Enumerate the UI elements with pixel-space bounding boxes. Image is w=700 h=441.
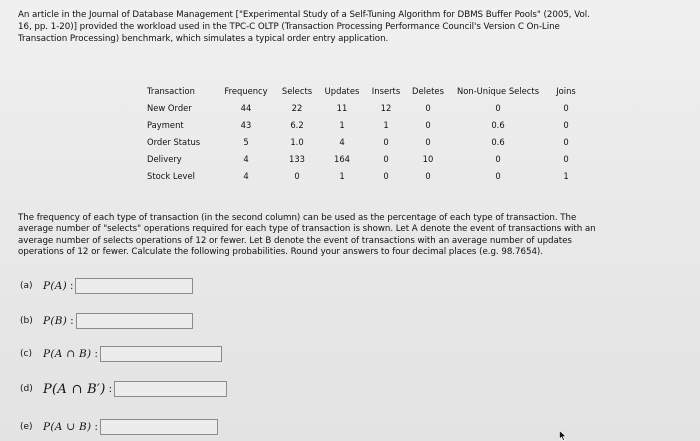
intro-paragraph	[18, 9, 688, 46]
table-cell: 0	[294, 170, 300, 181]
table-cell: 1	[339, 119, 345, 130]
table-cell: 6.2	[290, 119, 304, 130]
intro-line: 16, pp. 1-20)] provided the workload used in the TPC-C OLTP (Transaction Processing Performance Council's Version C On-Line	[18, 22, 560, 33]
table-cell: 0.6	[491, 119, 505, 130]
answer-input-e[interactable]	[100, 419, 218, 435]
column-header-non-unique-selects: Non-Unique Selects	[456, 86, 540, 96]
column-header-inserts: Inserts	[371, 86, 401, 96]
table-cell: 1	[339, 170, 345, 181]
table-cell: 12	[380, 102, 392, 113]
table-cell: 0	[383, 170, 389, 181]
table-cell: 0	[383, 153, 389, 164]
table-row	[142, 133, 585, 150]
table-cell: 11	[336, 102, 348, 113]
question-label: (c)	[20, 349, 32, 359]
question-colon: :	[70, 280, 74, 292]
table-cell: 43	[240, 119, 252, 130]
table-cell: 4	[339, 136, 345, 147]
table-cell: 5	[243, 136, 249, 147]
answer-input-c[interactable]	[100, 346, 222, 362]
table-row	[142, 167, 585, 184]
question-label: (b)	[20, 316, 33, 326]
table-cell: 0	[425, 170, 431, 181]
table-cell: 0	[495, 170, 501, 181]
table-cell: Order Status	[147, 136, 201, 147]
table-cell: Stock Level	[147, 170, 195, 181]
question-label: (e)	[20, 422, 33, 432]
answer-input-b[interactable]	[76, 313, 193, 329]
problem-line: average number of selects operations of 12 or fewer. Let B denote the event of transactions with an average number of updates	[18, 235, 572, 246]
table-cell: 0	[563, 136, 569, 147]
table-cell: 0.6	[491, 136, 505, 147]
table-cell: 133	[289, 153, 305, 164]
table-cell: 0	[425, 102, 431, 113]
question-colon: :	[94, 348, 98, 360]
table-row	[142, 150, 585, 167]
column-header-transaction: Transaction	[147, 86, 195, 96]
question-expression: P(A ∪ B)	[43, 421, 92, 433]
table-cell: 164	[334, 153, 350, 164]
mouse-pointer-icon	[559, 430, 567, 441]
answer-input-a[interactable]	[75, 278, 193, 294]
problem-line: The frequency of each type of transaction (in the second column) can be used as the percentage of each type of transaction. The	[18, 213, 577, 223]
problem-paragraph	[18, 213, 690, 259]
column-header-updates: Updates	[324, 86, 360, 96]
column-header-deletes: Deletes	[412, 86, 444, 96]
column-header-selects: Selects	[281, 86, 313, 96]
answer-input-d[interactable]	[114, 381, 227, 397]
question-expression: P(A ∩ B)	[43, 348, 92, 360]
question-b	[20, 312, 193, 330]
question-colon: :	[108, 383, 113, 395]
question-label: (a)	[20, 281, 33, 291]
column-header-frequency: Frequency	[224, 86, 268, 96]
intro-line: An article in the Journal of Database Management ["Experimental Study of a Self-Tuning Algorithm for DBMS Buffer Pools" (2005, Vol.	[18, 10, 590, 20]
table-row	[142, 99, 585, 116]
table-cell: Delivery	[147, 153, 182, 164]
question-c	[20, 345, 222, 363]
table-cell: 0	[383, 136, 389, 147]
table-cell: 1.0	[290, 136, 304, 147]
table-cell: 1	[383, 119, 389, 130]
table-cell: New Order	[147, 102, 192, 113]
problem-line: operations of 12 or fewer. Calculate the following probabilities. Round your answers to four decimal places (e.g. 98.7654).	[18, 247, 543, 258]
table-cell: 4	[243, 170, 249, 181]
question-d	[20, 380, 227, 398]
table-cell: 1	[563, 170, 569, 181]
table-header-row	[142, 83, 585, 99]
table-row	[142, 116, 585, 133]
question-colon: :	[70, 315, 74, 327]
problem-line: average number of "selects" operations required for each type of transaction is shown. Let A denote the event of transactions with an	[18, 224, 596, 235]
transaction-table	[142, 83, 585, 184]
table-cell: 0	[495, 102, 501, 113]
table-cell: 22	[291, 102, 303, 113]
question-e	[20, 418, 218, 436]
table-cell: 0	[563, 153, 569, 164]
question-expression: P(B)	[43, 315, 68, 327]
table-cell: Payment	[147, 119, 184, 130]
question-colon: :	[94, 421, 98, 433]
question-label: (d)	[20, 384, 33, 394]
table-cell: 0	[425, 136, 431, 147]
intro-line: Transaction Processing) benchmark, which simulates a typical order entry application.	[18, 34, 389, 45]
table-cell: 0	[495, 153, 501, 164]
table-cell: 10	[422, 153, 434, 164]
table-cell: 0	[563, 102, 569, 113]
table-cell: 0	[563, 119, 569, 130]
column-header-joins: Joins	[556, 86, 576, 96]
question-expression: P(A)	[43, 280, 68, 292]
question-expression: P(A ∩ B′)	[43, 381, 106, 397]
question-a	[20, 277, 193, 295]
table-cell: 0	[425, 119, 431, 130]
table-cell: 44	[240, 102, 252, 113]
table-cell: 4	[243, 153, 249, 164]
